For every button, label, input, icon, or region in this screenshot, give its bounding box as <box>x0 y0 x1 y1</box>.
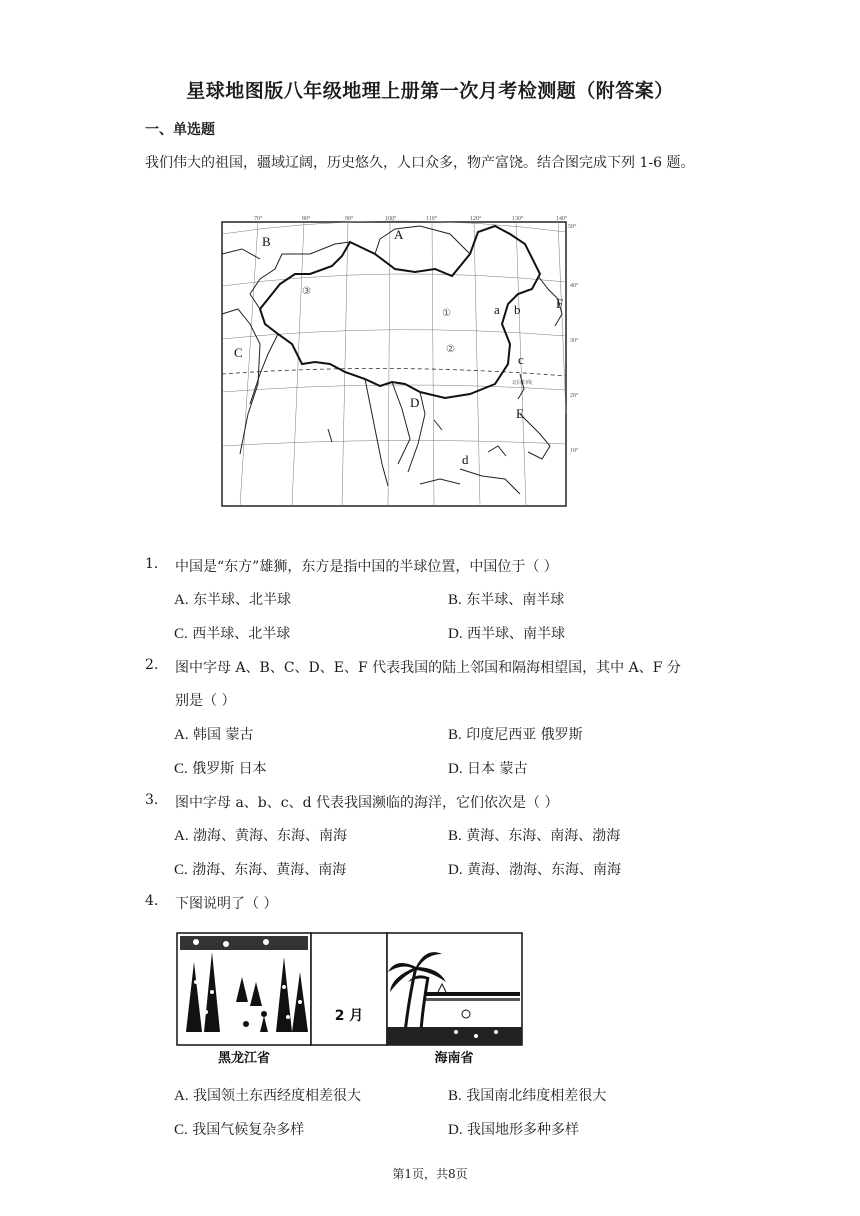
page-footer: 第1页，共8页 <box>392 1167 468 1181</box>
lat-label: 30° <box>570 338 579 344</box>
lon-label: 90° <box>345 216 354 222</box>
document-title: 星球地图版八年级地理上册第一次月考检测题（附答案） <box>186 80 674 102</box>
heilongjiang-label: 黑龙江省 <box>217 1051 271 1066</box>
question-text: 图中字母 A、B、C、D、E、F 代表我国的陆上邻国和隔海相望国，其中 A、F 分 <box>175 660 681 676</box>
map-label-A: A <box>394 227 404 242</box>
lat-label: 10° <box>570 448 579 454</box>
lon-label: 100° <box>385 216 397 222</box>
question-text-line2: 别是（ ） <box>175 693 236 709</box>
hainan-label: 海南省 <box>434 1051 474 1066</box>
option-3B[interactable]: B. 黄海、东海、南海、渤海 <box>448 828 621 844</box>
map-label-E: E <box>516 406 524 421</box>
map-label-region2: ② <box>446 344 455 355</box>
map-label-a: a <box>494 302 500 317</box>
question-number: 2. <box>145 657 159 673</box>
asia-map-figure <box>220 214 580 509</box>
map-label-region3: ③ <box>302 286 311 297</box>
climate-comparison-svg <box>176 932 523 1066</box>
option-2D[interactable]: D. 日本 蒙古 <box>448 761 528 777</box>
map-label-b: b <box>514 302 521 317</box>
option-3A[interactable]: A. 渤海、黄海、东海、南海 <box>174 828 348 844</box>
option-2B[interactable]: B. 印度尼西亚 俄罗斯 <box>448 727 583 743</box>
climate-comparison-figure <box>176 932 523 1066</box>
option-4D[interactable]: D. 我国地形多种多样 <box>448 1122 580 1138</box>
lon-label: 80° <box>302 216 311 222</box>
map-label-F: F <box>556 296 564 311</box>
option-4C[interactable]: C. 我国气候复杂多样 <box>174 1122 305 1138</box>
option-1A[interactable]: A. 东半球、北半球 <box>174 592 292 608</box>
map-label-c: c <box>518 352 524 367</box>
tropic-label: 北回归线 <box>512 380 533 386</box>
option-4B[interactable]: B. 我国南北纬度相差很大 <box>448 1088 607 1104</box>
intro-text: 我们伟大的祖国，疆域辽阔，历史悠久，人口众多，物产富饶。结合图完成下列 1-6 题。 <box>145 155 695 171</box>
map-label-d: d <box>462 452 469 467</box>
lat-label: 20° <box>570 393 579 399</box>
option-1B[interactable]: B. 东半球、南半球 <box>448 592 565 608</box>
option-2C[interactable]: C. 俄罗斯 日本 <box>174 761 267 777</box>
question-text: 图中字母 a、b、c、d 代表我国濒临的海洋，它们依次是（ ） <box>175 795 559 811</box>
month-label: 2 月 <box>334 1008 364 1024</box>
lat-label: 50° <box>568 224 577 230</box>
option-3D[interactable]: D. 黄海、渤海、东海、南海 <box>448 862 622 878</box>
lon-label: 70° <box>254 216 263 222</box>
map-label-D: D <box>410 395 420 410</box>
question-text: 下图说明了（ ） <box>175 896 278 912</box>
lon-label: 110° <box>426 216 438 222</box>
map-label-B: B <box>262 234 271 249</box>
option-2A[interactable]: A. 韩国 蒙古 <box>174 727 254 743</box>
lon-label: 120° <box>470 216 482 222</box>
section-heading: 一、单选题 <box>145 122 215 138</box>
question-number: 1. <box>145 556 159 572</box>
option-4A[interactable]: A. 我国领土东西经度相差很大 <box>174 1088 362 1104</box>
question-text: 中国是“东方”雄狮，东方是指中国的半球位置，中国位于（ ） <box>175 559 558 575</box>
map-label-C: C <box>234 345 243 360</box>
asia-map-svg <box>220 214 580 509</box>
option-1D[interactable]: D. 西半球、南半球 <box>448 626 566 642</box>
question-number: 4. <box>145 893 159 909</box>
map-label-region1: ① <box>442 308 451 319</box>
lon-label: 140° <box>556 216 568 222</box>
lon-label: 130° <box>512 216 524 222</box>
question-number: 3. <box>145 792 159 808</box>
lat-label: 40° <box>570 283 579 289</box>
option-1C[interactable]: C. 西半球、北半球 <box>174 626 291 642</box>
option-3C[interactable]: C. 渤海、东海、黄海、南海 <box>174 862 347 878</box>
